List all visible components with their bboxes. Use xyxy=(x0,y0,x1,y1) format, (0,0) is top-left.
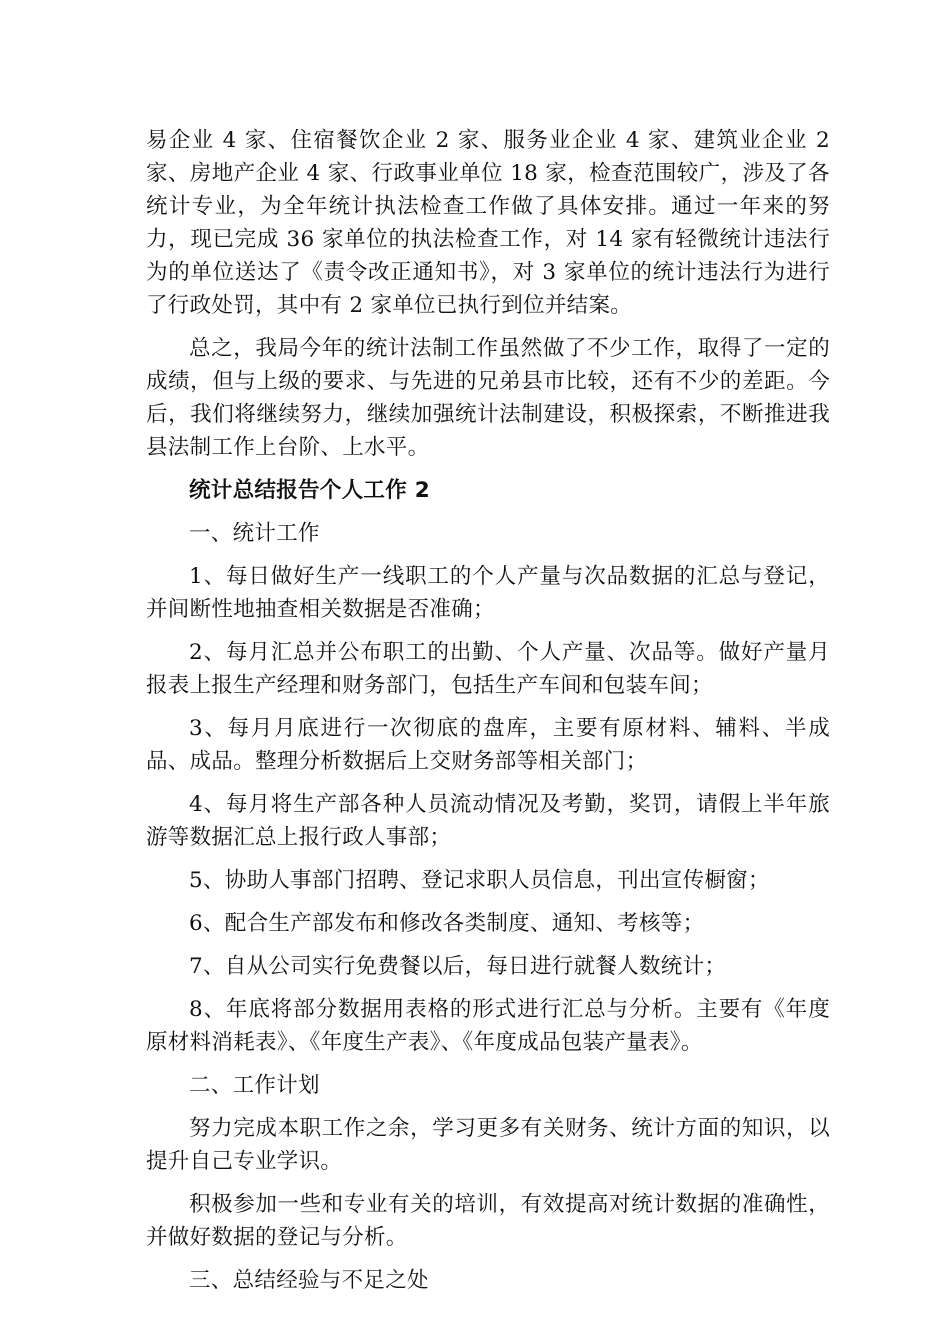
list-item-5: 5、协助人事部门招聘、登记求职人员信息，刊出宣传橱窗； xyxy=(189,868,770,893)
paragraph-conclusion: 总之，我局今年的统计法制工作虽然做了不少工作，取得了一定的成绩，但与上级的要求、与先进的兄弟县市比较，还有不少的差距。今后，我们将继续努力，继续加强统计法制建设，积极探索，不断推进我县法制工作上台阶、上水平。 xyxy=(146,336,830,460)
list-item-7: 7、自从公司实行免费餐以后，每日进行就餐人数统计； xyxy=(189,954,727,979)
heading-summary-experience: 三、总结经验与不足之处 xyxy=(189,1268,429,1293)
list-item-6: 6、配合生产部发布和修改各类制度、通知、考核等； xyxy=(189,911,705,936)
list-item-3: 3、每月月底进行一次彻底的盘库，主要有原材料、辅料、半成品、成品。整理分析数据后上交财务部等相关部门； xyxy=(146,716,830,774)
heading-work-plan: 二、工作计划 xyxy=(189,1073,320,1098)
heading-statistics-work: 一、统计工作 xyxy=(189,521,320,546)
list-item-1: 1、每日做好生产一线职工的个人产量与次品数据的汇总与登记，并间断性地抽查相关数据是否准确； xyxy=(146,564,830,622)
document-body xyxy=(146,124,830,1307)
list-item-2: 2、每月汇总并公布职工的出勤、个人产量、次品等。做好产量月报表上报生产经理和财务部门，包括生产车间和包装车间； xyxy=(146,640,830,698)
paragraph-work-plan-1: 努力完成本职工作之余，学习更多有关财务、统计方面的知识，以提升自己专业学识。 xyxy=(146,1116,830,1174)
list-item-8: 8、年底将部分数据用表格的形式进行汇总与分析。主要有《年度原材料消耗表》、《年度生产表》、《年度成品包装产量表》。 xyxy=(146,997,830,1055)
list-item-4: 4、每月将生产部各种人员流动情况及考勤，奖罚，请假上半年旅游等数据汇总上报行政人事部； xyxy=(146,792,830,850)
paragraph-enterprise-inspection: 易企业 4 家、住宿餐饮企业 2 家、服务业企业 4 家、建筑业企业 2 家、房地产企业 4 家、行政事业单位 18 家，检查范围较广，涉及了各统计专业，为全年统计执法检查工作做了具体安排。通过一年来的努力，现已完成 36 家单位的执法检查工作，对 14 家有轻微统计违法行为的单位送达了《责令改正通知书》，对 3 家单位的统计违法行为进行了行政处罚，其中有 2 家单位已执行到位并结案。 xyxy=(146,128,830,318)
paragraph-work-plan-2: 积极参加一些和专业有关的培训，有效提高对统计数据的准确性，并做好数据的登记与分析。 xyxy=(146,1192,830,1250)
section-title: 统计总结报告个人工作 2 xyxy=(189,478,431,503)
